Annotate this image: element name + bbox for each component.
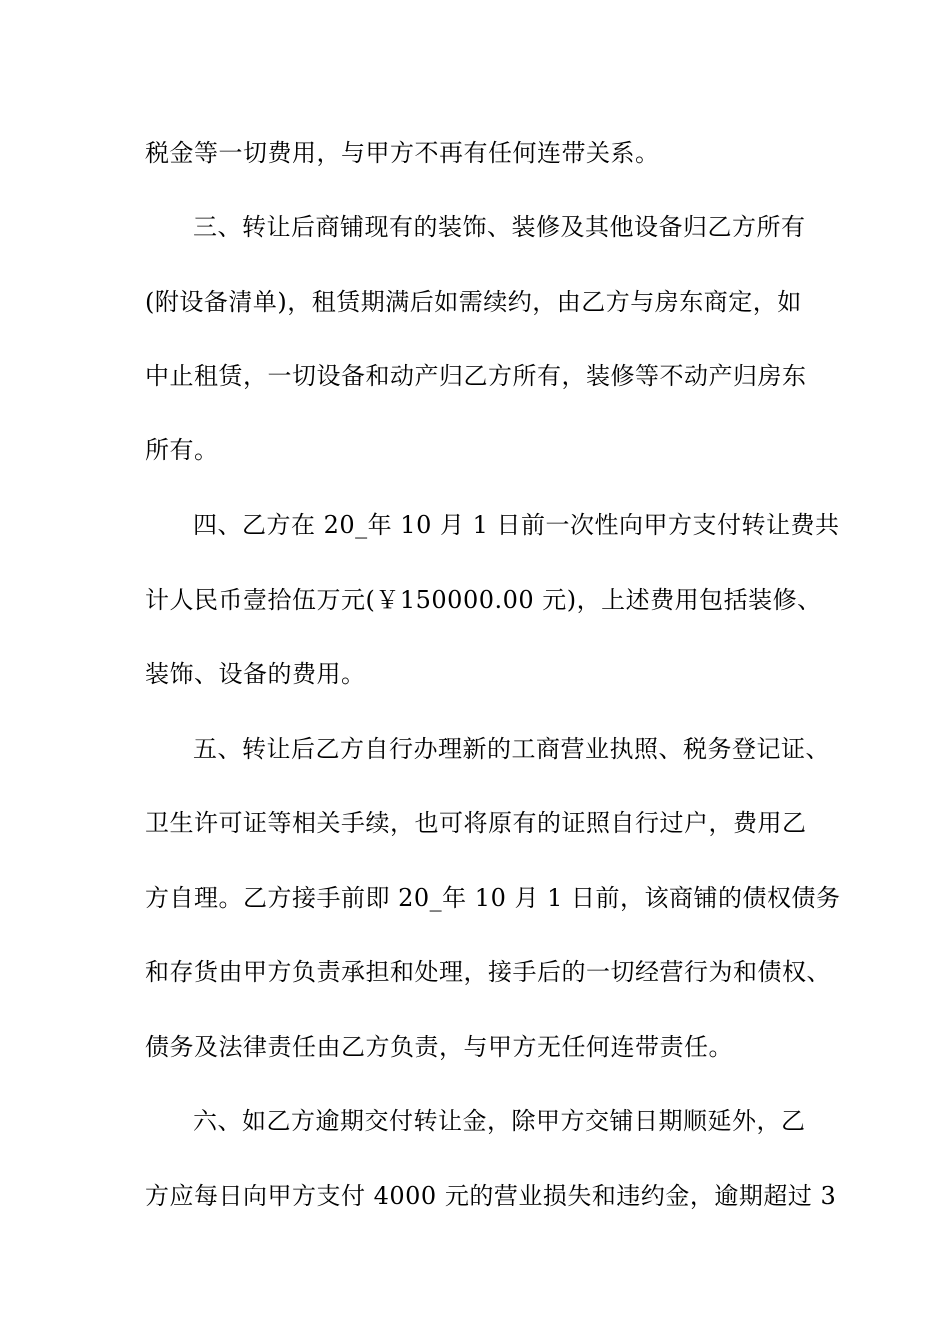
paragraph-line: 计人民币壹拾伍万元(￥150000.00 元)，上述费用包括装修、: [145, 586, 822, 614]
paragraph-line: 债务及法律责任由乙方负责，与甲方无任何连带责任。: [145, 1033, 733, 1061]
paragraph-line: (附设备清单)，租赁期满后如需续约，由乙方与房东商定，如: [145, 288, 802, 316]
paragraph-line: 方自理。乙方接手前即 20_年 10 月 1 日前，该商铺的债权债务: [145, 884, 841, 912]
paragraph-line: 方应每日向甲方支付 4000 元的营业损失和违约金，逾期超过 3: [145, 1182, 837, 1210]
paragraph-line: 卫生许可证等相关手续，也可将原有的证照自行过户，费用乙: [145, 809, 807, 837]
paragraph-line: 六、如乙方逾期交付转让金，除甲方交铺日期顺延外，乙: [193, 1107, 806, 1135]
paragraph-line: 中止租赁，一切设备和动产归乙方所有，装修等不动产归房东: [145, 362, 807, 390]
paragraph-line: 四、乙方在 20_年 10 月 1 日前一次性向甲方支付转让费共: [193, 511, 840, 539]
paragraph-line: 三、转让后商铺现有的装饰、装修及其他设备归乙方所有: [193, 213, 806, 241]
paragraph-line: 税金等一切费用，与甲方不再有任何连带关系。: [145, 139, 660, 167]
paragraph-line: 所有。: [145, 436, 219, 464]
paragraph-line: 五、转让后乙方自行办理新的工商营业执照、税务登记证、: [193, 735, 830, 763]
paragraph-line: 装饰、设备的费用。: [145, 660, 366, 688]
paragraph-line: 和存货由甲方负责承担和处理，接手后的一切经营行为和债权、: [145, 958, 831, 986]
